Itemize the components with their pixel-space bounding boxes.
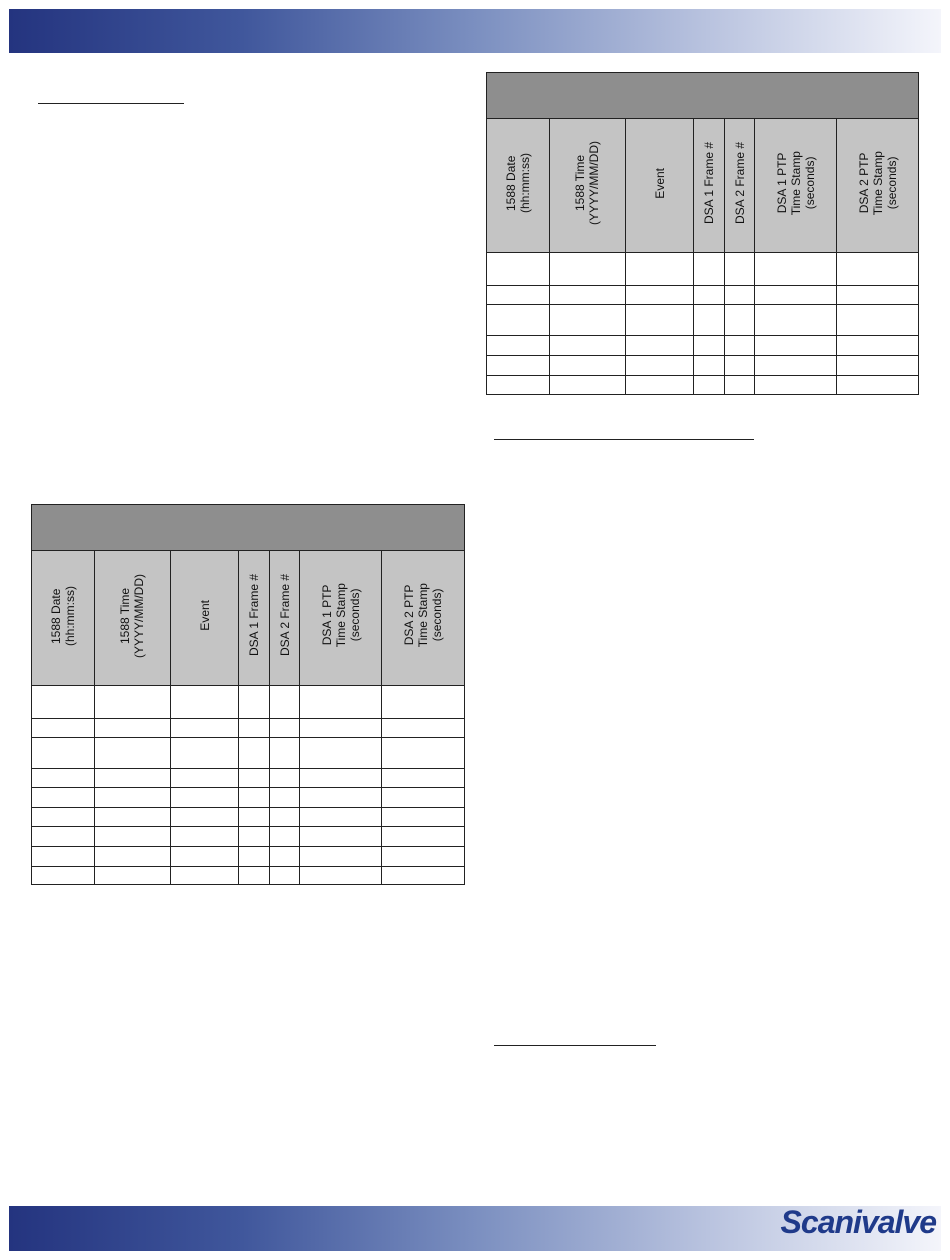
column-header: DSA 2 PTP Time Stamp (seconds) (382, 551, 465, 686)
section-heading-underline (494, 1045, 656, 1046)
table-row (32, 788, 465, 808)
table-row (32, 827, 465, 847)
table-row (487, 305, 919, 336)
table-row (32, 867, 465, 885)
section-heading-underline (38, 103, 184, 104)
column-header: DSA 1 Frame # (239, 551, 270, 686)
table-title-bar (32, 505, 465, 551)
column-header: 1588 Date (hh:mm:ss) (487, 119, 550, 253)
table-row (32, 719, 465, 738)
column-header: Event (625, 119, 694, 253)
column-header: DSA 1 PTP Time Stamp (seconds) (755, 119, 837, 253)
table-title-bar (487, 73, 919, 119)
table-row (487, 376, 919, 395)
table-row (32, 769, 465, 788)
table-row (32, 738, 465, 769)
column-header: DSA 2 Frame # (725, 119, 755, 253)
column-header: Event (170, 551, 239, 686)
table-row (487, 356, 919, 376)
table-row (32, 847, 465, 867)
column-header: 1588 Time (YYYY/MM/DD) (94, 551, 170, 686)
column-header: DSA 1 Frame # (694, 119, 725, 253)
scanivalve-logo: Scanivalve (780, 1204, 936, 1240)
column-header: 1588 Time (YYYY/MM/DD) (549, 119, 625, 253)
table-row (487, 253, 919, 286)
log-table-left (31, 504, 465, 885)
table-row (32, 686, 465, 719)
section-heading-underline (494, 439, 754, 440)
column-header: 1588 Date (hh:mm:ss) (32, 551, 95, 686)
column-header: DSA 2 Frame # (270, 551, 300, 686)
table-row (487, 336, 919, 356)
log-table-right (486, 72, 919, 395)
table-row (32, 808, 465, 827)
table-row (487, 286, 919, 305)
column-header: DSA 2 PTP Time Stamp (seconds) (837, 119, 919, 253)
header-band (9, 9, 941, 53)
column-header: DSA 1 PTP Time Stamp (seconds) (300, 551, 382, 686)
